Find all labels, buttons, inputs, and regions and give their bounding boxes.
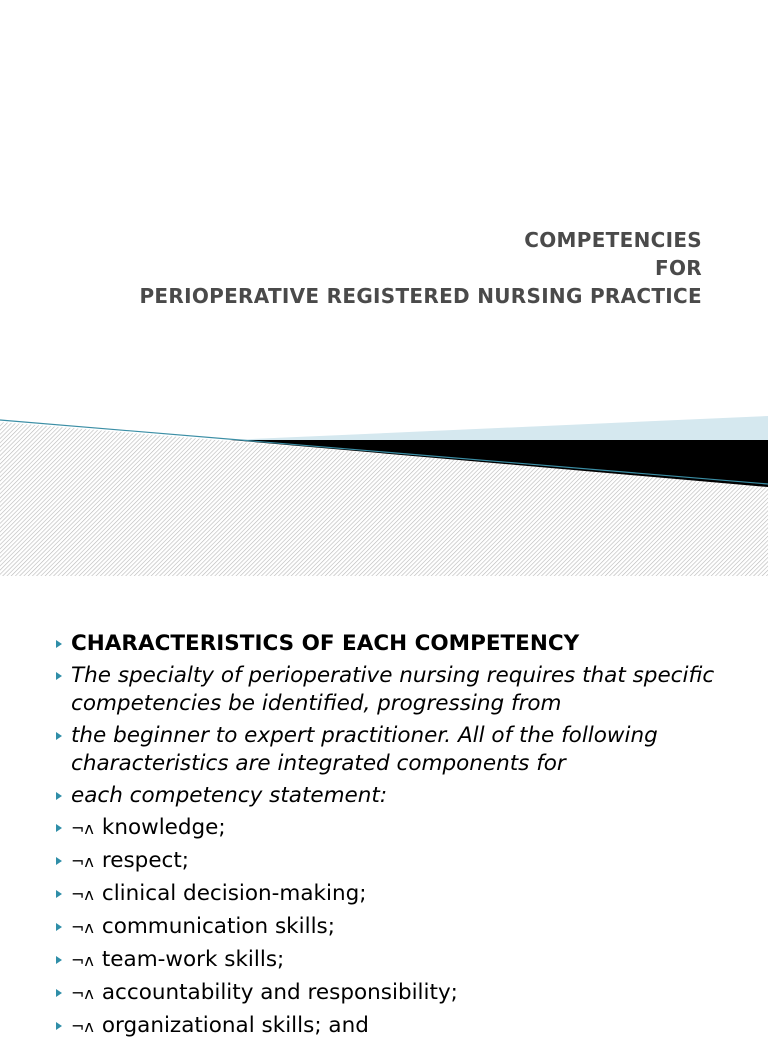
bullet-item-clinical [52, 880, 752, 909]
title-line-1: COMPETENCIES [524, 228, 702, 252]
item-text: communication skills; [101, 914, 335, 939]
title-line-2: FOR [655, 256, 702, 280]
bullet-paragraph-3 [52, 782, 752, 810]
item-glyph: ¬ʌ [71, 819, 94, 838]
bullet-arrow-icon [56, 640, 62, 648]
bullet-arrow-icon [56, 890, 62, 898]
bullet-paragraph-1 [52, 662, 752, 718]
paragraph-text: the beginner to expert practitioner. All of the following characteristics are integrated components for [71, 723, 658, 776]
bullet-item-accountability [52, 979, 752, 1008]
bullet-arrow-icon [56, 923, 62, 931]
item-text: knowledge; [101, 815, 226, 840]
bullet-item-communication [52, 913, 752, 942]
bullet-arrow-icon [56, 672, 62, 680]
item-text: accountability and responsibility; [101, 980, 458, 1005]
bullet-arrow-icon [56, 989, 62, 997]
item-text: organizational skills; and [101, 1013, 369, 1038]
item-glyph: ¬ʌ [71, 984, 94, 1003]
bullet-item-knowledge [52, 814, 752, 843]
bullet-item-respect [52, 847, 752, 876]
heading-text: CHARACTERISTICS OF EACH COMPETENCY [71, 631, 580, 656]
bullet-paragraph-2 [52, 722, 752, 778]
title-line-3: PERIOPERATIVE REGISTERED NURSING PRACTICE [139, 284, 702, 308]
light-blue-stripe [230, 416, 768, 440]
bullet-arrow-icon [56, 956, 62, 964]
item-text: clinical decision-making; [101, 881, 367, 906]
bullet-item-organizational [52, 1012, 752, 1041]
decorative-wave-band [0, 400, 768, 576]
item-glyph: ¬ʌ [71, 885, 94, 904]
bullet-arrow-icon [56, 792, 62, 800]
bullet-heading [52, 630, 752, 658]
bullet-arrow-icon [56, 1022, 62, 1030]
item-glyph: ¬ʌ [71, 1017, 94, 1036]
bullet-list [52, 630, 752, 1045]
item-glyph: ¬ʌ [71, 852, 94, 871]
bullet-arrow-icon [56, 732, 62, 740]
content-slide [0, 576, 768, 1038]
bullet-arrow-icon [56, 857, 62, 865]
item-text: team-work skills; [101, 947, 285, 972]
item-text: respect; [101, 848, 190, 873]
bullet-item-teamwork [52, 946, 752, 975]
item-glyph: ¬ʌ [71, 918, 94, 937]
paragraph-text: The specialty of perioperative nursing requires that specific competencies be identified, progressing from [71, 663, 715, 716]
bullet-arrow-icon [56, 824, 62, 832]
paragraph-text: each competency statement: [71, 783, 388, 808]
item-glyph: ¬ʌ [71, 951, 94, 970]
slide-title [139, 226, 702, 310]
